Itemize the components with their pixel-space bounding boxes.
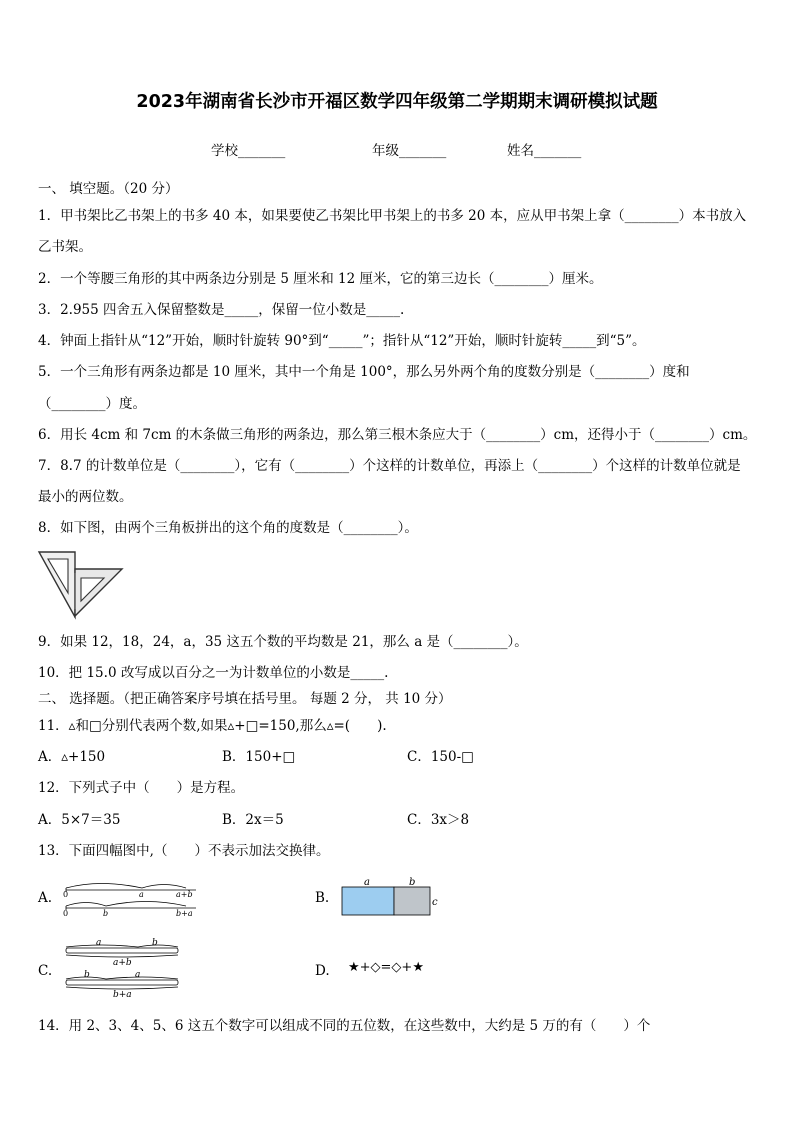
question-7-line2: 最小的两位数。 — [38, 489, 133, 505]
fig-b-label-b: b — [409, 877, 416, 888]
question-2: 2．一个等腰三角形的其中两条边分别是 5 厘米和 12 厘米，它的第三边长（________）厘米。 — [38, 271, 603, 287]
question-11-option-b: B．150+□ — [222, 749, 296, 765]
fig-c-bottom-b: b — [84, 970, 90, 980]
question-13-label-a: A. — [38, 890, 53, 906]
fig-c-top-b: b — [152, 938, 158, 948]
name-field: 姓名_______ — [507, 143, 582, 159]
rectangle-area-figure-b — [338, 875, 442, 919]
fig-a-bottom-tick-ba: b+a — [176, 909, 193, 918]
question-13-label-d: D. — [315, 963, 330, 979]
page-title: 2023年湖南省长沙市开福区数学四年级第二学期期末调研模拟试题 — [136, 92, 658, 112]
fig-a-top-tick-a: a — [139, 890, 144, 899]
fig-a-bottom-tick-b: b — [103, 909, 109, 918]
question-7-line1: 7．8.7 的计数单位是（________），它有（________）个这样的计数单位，再添上（________）个这样的计数单位就是 — [38, 458, 741, 474]
fig-b-box-a — [342, 887, 394, 915]
question-13-label-c: C. — [38, 963, 53, 979]
fig-c-bottom-a: a — [135, 970, 141, 980]
question-10: 10．把 15.0 改写成以百分之一为计数单位的小数是_____. — [38, 665, 389, 681]
section2-heading: 二、 选择题。（把正确答案序号填在括号里。 每题 2 分， 共 10 分） — [38, 691, 452, 707]
school-field: 学校_______ — [211, 143, 286, 159]
question-4: 4．钟面上指针从“12”开始，顺时针旋转 90°到“_____”；指针从“12”开始，顺时针旋转_____到“5”。 — [38, 333, 646, 349]
question-12-option-b: B．2x＝5 — [222, 812, 284, 828]
section1-heading: 一、 填空题。（20 分） — [38, 181, 179, 197]
question-6: 6．用长 4cm 和 7cm 的木条做三角形的两条边，那么第三根木条应大于（________）cm，还得小于（________）cm。 — [38, 427, 757, 443]
question-14: 14．用 2、3、4、5、6 这五个数字可以组成不同的五位数，在这些数中，大约是 5 万的有（ ）个 — [38, 1018, 651, 1034]
question-1-line2: 乙书架。 — [38, 239, 92, 255]
fig-a-top-tick-ab: a+b — [176, 890, 193, 899]
question-13-label-b: B. — [315, 890, 330, 906]
question-9: 9．如果 12，18，24，a，35 这五个数的平均数是 21，那么 a 是（________）。 — [38, 634, 528, 650]
fig-c-bottom-sum: b+a — [113, 990, 132, 999]
question-8: 8．如下图，由两个三角板拼出的这个角的度数是（________）。 — [38, 520, 418, 536]
question-3: 3．2.955 四舍五入保留整数是_____，保留一位小数是_____. — [38, 302, 405, 318]
number-line-figure-a — [60, 878, 200, 920]
question-11-option-a: A．▵+150 — [38, 749, 106, 765]
fig-c-top-sum: a+b — [113, 958, 132, 968]
fig-a-top-tick-0: 0 — [63, 890, 69, 899]
fig-b-box-b — [394, 887, 430, 915]
question-5-line1: 5．一个三角形有两条边都是 10 厘米，其中一个角是 100°，那么另外两个角的度数分别是（________）度和 — [38, 364, 690, 380]
question-13-formula-d: ★+◇=◇+★ — [348, 960, 424, 975]
bar-figure-c — [60, 935, 184, 999]
fig-a-bottom-tick-0: 0 — [63, 909, 69, 918]
fig-b-label-a: a — [364, 877, 370, 888]
question-1-line1: 1．甲书架比乙书架上的书多 40 本，如果要使乙书架比甲书架上的书多 20 本，应从甲书架上拿（________）本书放入 — [38, 208, 747, 224]
question-12: 12．下列式子中（ ）是方程。 — [38, 780, 245, 796]
fig-c-top-a: a — [96, 938, 102, 948]
question-11: 11．▵和□分别代表两个数,如果▵+□=150,那么▵=( ). — [38, 718, 387, 734]
fig-b-label-c: c — [432, 897, 438, 908]
question-13: 13．下面四幅图中,（ ）不表示加法交换律。 — [38, 843, 330, 859]
question-11-option-c: C．150-□ — [407, 749, 474, 765]
set-squares-figure — [36, 549, 126, 621]
question-12-option-a: A．5×7＝35 — [38, 812, 121, 828]
question-12-option-c: C．3x＞8 — [407, 812, 470, 828]
grade-field: 年级_______ — [372, 143, 447, 159]
question-5-line2: （________）度。 — [38, 396, 146, 412]
